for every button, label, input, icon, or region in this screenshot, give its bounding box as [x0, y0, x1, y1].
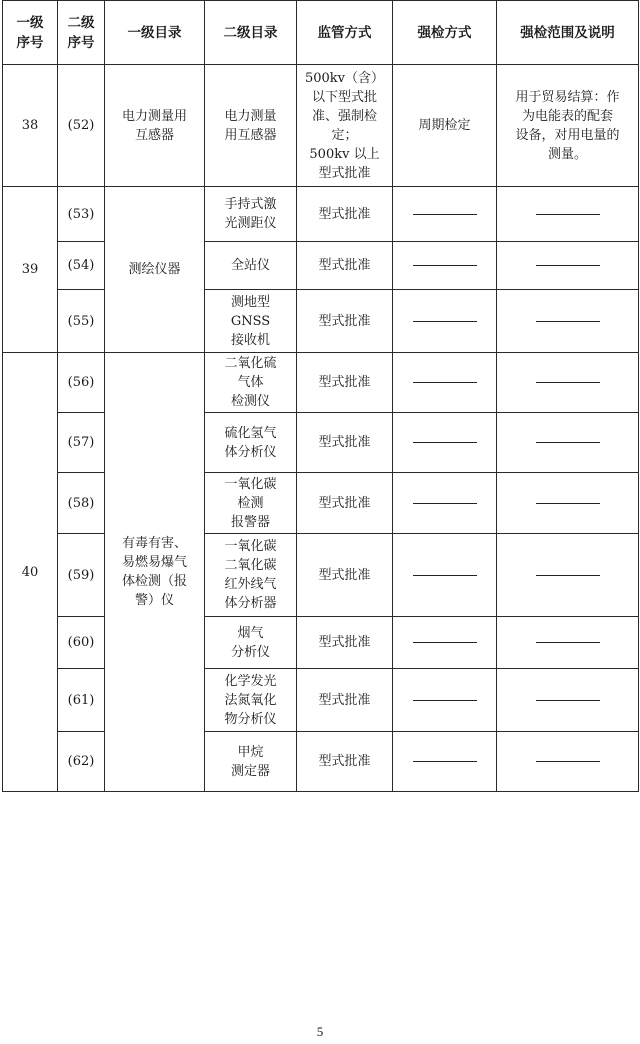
- supervision: 型式批准: [297, 534, 393, 617]
- level2-name: 一氧化碳 二氧化碳 红外线气 体分析器: [205, 534, 297, 617]
- scope-empty: [497, 290, 639, 353]
- supervision: 型式批准: [297, 617, 393, 669]
- table-row: [3, 534, 639, 617]
- supervision: 型式批准: [297, 187, 393, 242]
- level1-no: 38: [3, 65, 58, 187]
- table-row: [3, 617, 639, 669]
- header-level1-no: 一级 序号: [3, 1, 58, 65]
- inspection-empty: [393, 617, 497, 669]
- header-supervision: 监管方式: [297, 1, 393, 65]
- inspection-empty: [393, 413, 497, 473]
- dash-line: [536, 265, 600, 266]
- dash-line: [413, 265, 477, 266]
- table-row: [3, 65, 639, 187]
- level2-no: (54): [58, 242, 105, 290]
- header-level2-no: 二级 序号: [58, 1, 105, 65]
- dash-line: [536, 321, 600, 322]
- level1-name: 有毒有害、 易燃易爆气 体检测（报 警）仪: [105, 353, 205, 792]
- level2-no: (60): [58, 617, 105, 669]
- table-row: [3, 669, 639, 732]
- dash-line: [536, 761, 600, 762]
- table-row: [3, 187, 639, 242]
- scope-empty: [497, 732, 639, 792]
- scope-empty: [497, 353, 639, 413]
- dash-line: [536, 575, 600, 576]
- supervision: 型式批准: [297, 413, 393, 473]
- dash-line: [413, 642, 477, 643]
- header-level1-catalog: 一级目录: [105, 1, 205, 65]
- level2-name: 全站仪: [205, 242, 297, 290]
- scope-empty: [497, 187, 639, 242]
- dash-line: [413, 761, 477, 762]
- inspection-empty: [393, 473, 497, 534]
- header-inspection: 强检方式: [393, 1, 497, 65]
- scope-empty: [497, 473, 639, 534]
- dash-line: [413, 575, 477, 576]
- table-row: [3, 413, 639, 473]
- dash-line: [413, 214, 477, 215]
- level2-no: (53): [58, 187, 105, 242]
- level1-name: 测绘仪器: [105, 187, 205, 353]
- inspection-empty: [393, 242, 497, 290]
- dash-line: [536, 503, 600, 504]
- dash-line: [536, 700, 600, 701]
- inspection-empty: [393, 187, 497, 242]
- scope-empty: [497, 669, 639, 732]
- level1-name: 电力测量用 互感器: [105, 65, 205, 187]
- dash-line: [413, 503, 477, 504]
- dash-line: [536, 642, 600, 643]
- table-row: [3, 353, 639, 413]
- scope-empty: [497, 242, 639, 290]
- level2-no: (52): [58, 65, 105, 187]
- level2-name: 一氧化碳 检测 报警器: [205, 473, 297, 534]
- page-number: 5: [316, 1024, 324, 1039]
- level2-no: (56): [58, 353, 105, 413]
- table-row: [3, 290, 639, 353]
- level2-no: (59): [58, 534, 105, 617]
- inspection-empty: [393, 534, 497, 617]
- header-scope: 强检范围及说明: [497, 1, 639, 65]
- level2-name: 测地型 GNSS 接收机: [205, 290, 297, 353]
- level2-no: (58): [58, 473, 105, 534]
- table-row: [3, 242, 639, 290]
- scope-empty: [497, 413, 639, 473]
- dash-line: [413, 442, 477, 443]
- level2-name: 手持式激 光测距仪: [205, 187, 297, 242]
- level2-name: 电力测量 用互感器: [205, 65, 297, 187]
- inspection: 周期检定: [393, 65, 497, 187]
- dash-line: [413, 700, 477, 701]
- table-row: [3, 732, 639, 792]
- dash-line: [413, 321, 477, 322]
- dash-line: [536, 442, 600, 443]
- scope: 用于贸易结算：作 为电能表的配套 设备，对用电量的 测量。: [497, 65, 639, 187]
- level2-no: (57): [58, 413, 105, 473]
- dash-line: [536, 382, 600, 383]
- supervision: 型式批准: [297, 473, 393, 534]
- supervision: 型式批准: [297, 732, 393, 792]
- level2-name: 甲烷 测定器: [205, 732, 297, 792]
- level2-name: 化学发光 法氮氧化 物分析仪: [205, 669, 297, 732]
- dash-line: [536, 214, 600, 215]
- level1-no: 40: [3, 353, 58, 792]
- scope-empty: [497, 617, 639, 669]
- level2-name: 硫化氢气 体分析仪: [205, 413, 297, 473]
- inspection-empty: [393, 290, 497, 353]
- header-row: [3, 1, 639, 65]
- supervision: 500kv（含） 以下型式批 准、强制检 定； 500kv 以上 型式批准: [297, 65, 393, 187]
- dash-line: [413, 382, 477, 383]
- inspection-empty: [393, 669, 497, 732]
- level1-no: 39: [3, 187, 58, 353]
- supervision: 型式批准: [297, 353, 393, 413]
- supervision: 型式批准: [297, 669, 393, 732]
- level2-no: (55): [58, 290, 105, 353]
- supervision: 型式批准: [297, 242, 393, 290]
- table-row: [3, 473, 639, 534]
- level2-name: 烟气 分析仪: [205, 617, 297, 669]
- level2-no: (62): [58, 732, 105, 792]
- inspection-empty: [393, 353, 497, 413]
- supervision: 型式批准: [297, 290, 393, 353]
- header-level2-catalog: 二级目录: [205, 1, 297, 65]
- instrument-catalog-table: [2, 0, 639, 792]
- inspection-empty: [393, 732, 497, 792]
- level2-name: 二氧化硫 气体 检测仪: [205, 353, 297, 413]
- level2-no: (61): [58, 669, 105, 732]
- scope-empty: [497, 534, 639, 617]
